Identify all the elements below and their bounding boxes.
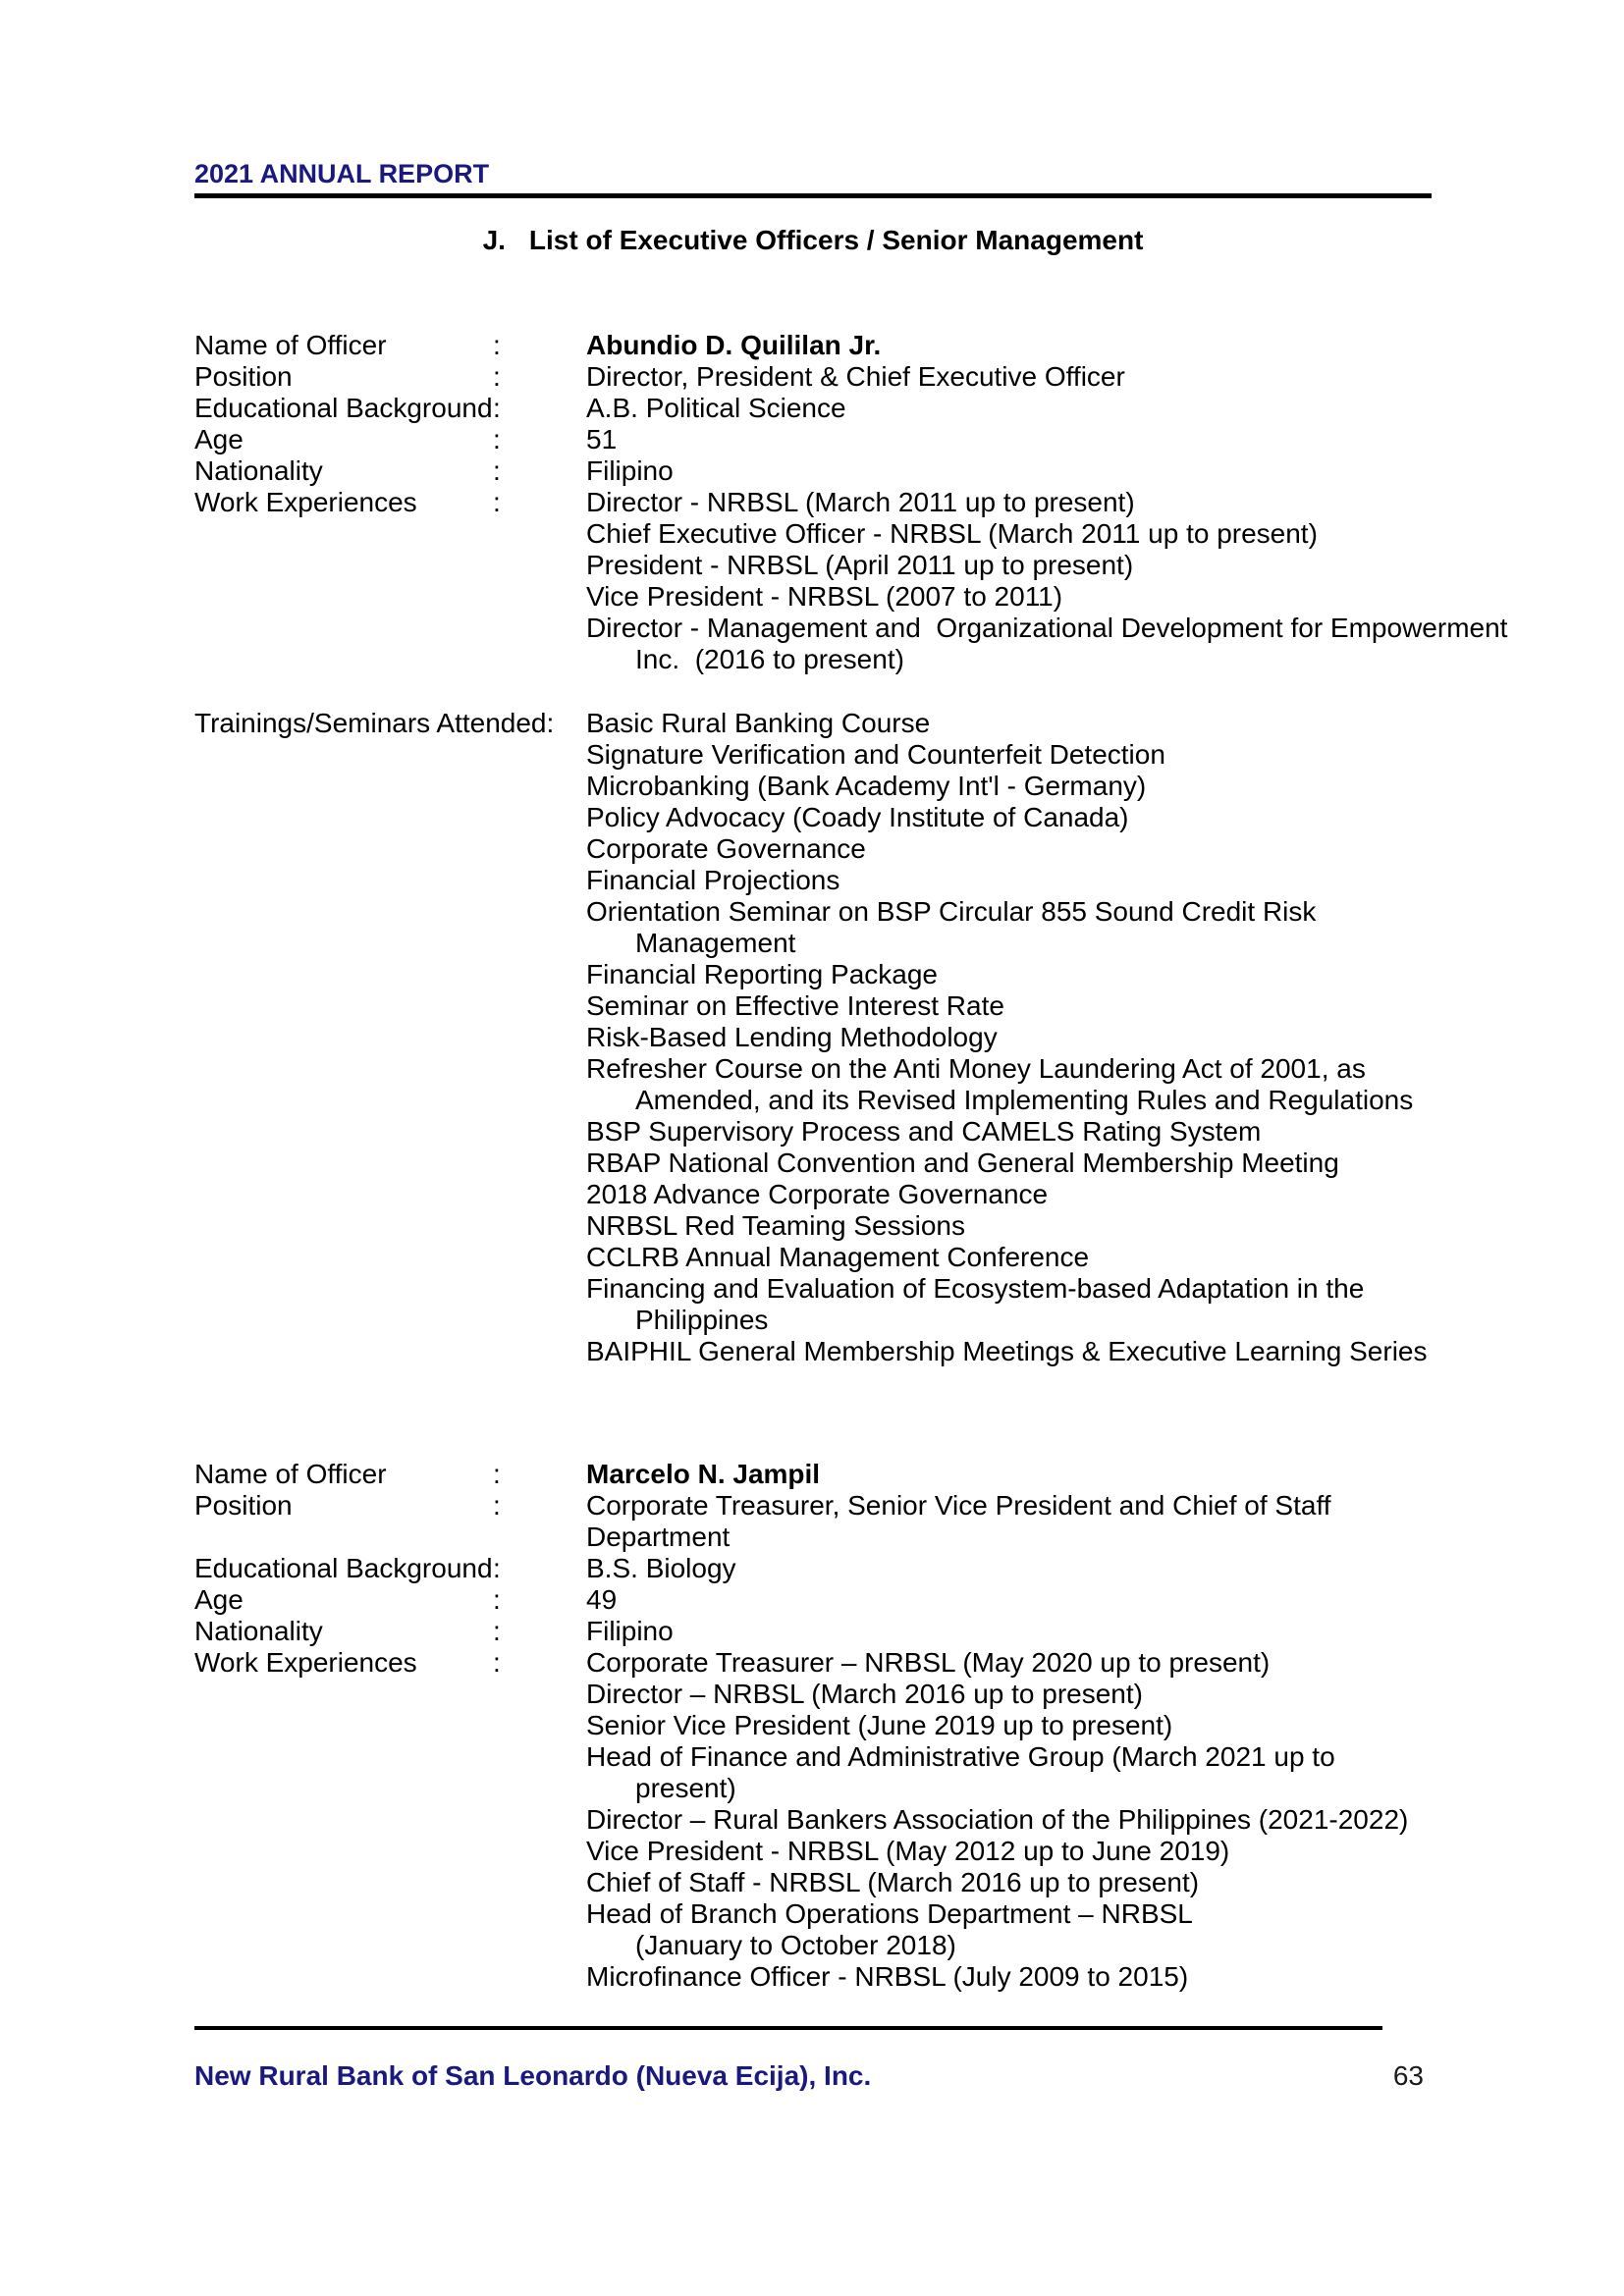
field-colon xyxy=(493,1930,586,1961)
field-colon: : xyxy=(493,393,501,423)
field-label xyxy=(194,550,493,581)
field-label xyxy=(194,644,493,675)
field-label xyxy=(194,1336,493,1367)
field-value: present) xyxy=(635,1773,736,1803)
field-row xyxy=(194,833,1432,865)
field-label: Work Experiences xyxy=(194,1647,417,1678)
header-divider xyxy=(194,193,1432,198)
field-label xyxy=(194,1179,493,1210)
field-colon xyxy=(493,802,586,833)
field-value: BAIPHIL General Membership Meetings & Executive Learning Series xyxy=(586,1336,1428,1366)
field-colon xyxy=(493,1336,586,1367)
field-value: A.B. Political Science xyxy=(586,393,846,423)
field-colon xyxy=(493,739,586,771)
field-label: Position xyxy=(194,1490,293,1521)
field-row xyxy=(194,644,1432,675)
field-colon xyxy=(493,1053,586,1085)
field-value: Senior Vice President (June 2019 up to present) xyxy=(586,1710,1173,1740)
field-colon xyxy=(493,1085,586,1116)
field-row xyxy=(194,739,1432,771)
field-label xyxy=(194,771,493,802)
field-row xyxy=(194,1898,1432,1930)
field-colon xyxy=(493,1305,586,1336)
field-colon xyxy=(493,1116,586,1148)
field-label xyxy=(194,865,493,896)
field-row xyxy=(194,1710,1432,1741)
field-colon xyxy=(493,518,586,550)
field-colon: : xyxy=(493,1616,501,1646)
field-label xyxy=(194,1148,493,1179)
field-value: Director - Management and Organizational Development for Empowerment xyxy=(586,613,1508,643)
field-row xyxy=(194,1804,1432,1836)
field-colon: : xyxy=(493,1553,501,1583)
page-footer xyxy=(194,2060,1432,2092)
field-value: Orientation Seminar on BSP Circular 855 Sound Credit Risk xyxy=(586,896,1317,927)
field-value: Management xyxy=(635,928,796,958)
field-value: 49 xyxy=(586,1584,618,1615)
field-label xyxy=(194,1022,493,1053)
field-row xyxy=(194,550,1432,581)
field-value: Basic Rural Banking Course xyxy=(586,708,931,738)
field-colon xyxy=(493,865,586,896)
field-row xyxy=(194,1584,1432,1616)
field-label xyxy=(194,833,493,865)
field-colon xyxy=(493,1836,586,1867)
field-label xyxy=(194,1522,493,1553)
field-value: Risk-Based Lending Methodology xyxy=(586,1022,998,1052)
field-colon xyxy=(493,550,586,581)
field-colon xyxy=(493,896,586,928)
field-value: Vice President - NRBSL (2007 to 2011) xyxy=(586,581,1063,612)
field-value: CCLRB Annual Management Conference xyxy=(586,1242,1090,1272)
field-label xyxy=(194,1085,493,1116)
field-colon xyxy=(493,1867,586,1898)
field-colon xyxy=(493,771,586,802)
field-colon: : xyxy=(493,1647,501,1678)
field-label xyxy=(194,959,493,990)
field-row xyxy=(194,1179,1432,1210)
section-title-prefix: J. xyxy=(482,225,506,255)
field-colon xyxy=(493,581,586,613)
field-value: Marcelo N. Jampil xyxy=(586,1459,821,1489)
field-value: Director – Rural Bankers Association of the Philippines (2021-2022) xyxy=(586,1804,1409,1835)
field-row xyxy=(194,896,1432,928)
field-row xyxy=(194,1522,1432,1553)
field-row xyxy=(194,613,1508,644)
field-colon: : xyxy=(493,330,501,360)
field-value: Financial Reporting Package xyxy=(586,959,938,989)
field-row xyxy=(194,1336,1432,1367)
field-value: B.S. Biology xyxy=(586,1553,736,1583)
section-title-text: List of Executive Officers / Senior Management xyxy=(528,225,1144,255)
field-colon xyxy=(493,1242,586,1273)
field-row xyxy=(194,1053,1432,1085)
field-label xyxy=(194,1273,493,1305)
field-label xyxy=(194,518,493,550)
field-row xyxy=(194,1242,1432,1273)
field-row xyxy=(194,990,1432,1022)
field-colon xyxy=(493,1148,586,1179)
field-colon xyxy=(493,1179,586,1210)
field-label xyxy=(194,1305,493,1336)
field-row xyxy=(194,1305,1432,1336)
field-label xyxy=(194,1242,493,1273)
field-value: Inc. (2016 to present) xyxy=(635,644,904,674)
field-label: Nationality xyxy=(194,455,323,486)
field-row xyxy=(194,802,1432,833)
field-row xyxy=(194,1085,1432,1116)
field-label xyxy=(194,1773,493,1804)
field-colon xyxy=(493,1273,586,1305)
field-label xyxy=(194,1210,493,1242)
field-label xyxy=(194,1741,493,1773)
field-label: Nationality xyxy=(194,1616,323,1646)
field-label xyxy=(194,739,493,771)
field-row xyxy=(194,928,1432,959)
field-colon xyxy=(493,1210,586,1242)
field-value: Director, President & Chief Executive Officer xyxy=(586,361,1125,392)
field-row xyxy=(194,1679,1432,1710)
field-colon xyxy=(493,1710,586,1741)
field-label: Name of Officer xyxy=(194,330,387,360)
field-colon: : xyxy=(493,455,501,486)
field-value: Refresher Course on the Anti Money Laundering Act of 2001, as xyxy=(586,1053,1366,1084)
field-value: Signature Verification and Counterfeit Detection xyxy=(586,739,1165,770)
field-colon xyxy=(493,644,586,675)
field-value: Head of Finance and Administrative Group (March 2021 up to xyxy=(586,1741,1335,1772)
officer-profile-section xyxy=(194,1459,1432,1993)
field-label xyxy=(194,990,493,1022)
field-value: Vice President - NRBSL (May 2012 up to June 2019) xyxy=(586,1836,1230,1866)
field-colon: : xyxy=(493,487,501,517)
field-row xyxy=(194,581,1432,613)
field-colon xyxy=(493,1522,586,1553)
section-title xyxy=(194,225,1432,256)
field-row xyxy=(194,1616,1432,1647)
field-colon: : xyxy=(493,1490,501,1521)
field-label: Age xyxy=(194,424,244,454)
field-label: Work Experiences xyxy=(194,487,417,517)
field-value: Philippines xyxy=(635,1305,769,1335)
field-row xyxy=(194,1867,1432,1898)
field-row xyxy=(194,1273,1432,1305)
field-row xyxy=(194,1741,1432,1773)
field-value: Director – NRBSL (March 2016 up to present) xyxy=(586,1679,1143,1709)
field-value: (January to October 2018) xyxy=(635,1930,956,1960)
field-row xyxy=(194,959,1432,990)
field-colon: : xyxy=(493,1459,501,1489)
field-value: BSP Supervisory Process and CAMELS Rating System xyxy=(586,1116,1262,1147)
field-label xyxy=(194,613,493,644)
field-row xyxy=(194,330,1432,361)
page-content xyxy=(194,0,1508,2092)
field-value: NRBSL Red Teaming Sessions xyxy=(586,1210,965,1241)
field-value: Director - NRBSL (March 2011 up to present) xyxy=(586,487,1135,517)
field-value: Chief Executive Officer - NRBSL (March 2011 up to present) xyxy=(586,518,1318,549)
field-row xyxy=(194,1490,1432,1522)
field-label xyxy=(194,1804,493,1836)
field-row xyxy=(194,1930,1432,1961)
field-label: Age xyxy=(194,1584,244,1615)
field-label: Position xyxy=(194,361,293,392)
field-row xyxy=(194,1647,1432,1679)
field-value: Abundio D. Quililan Jr. xyxy=(586,330,882,360)
field-label xyxy=(194,896,493,928)
officer-profile-section xyxy=(194,330,1508,675)
field-row xyxy=(194,393,1432,424)
field-colon xyxy=(493,1741,586,1773)
field-value: Policy Advocacy (Coady Institute of Canada) xyxy=(586,802,1129,832)
field-value: Department xyxy=(586,1522,731,1552)
field-label: Educational Background xyxy=(194,1553,493,1583)
field-colon xyxy=(493,959,586,990)
field-value: Financing and Evaluation of Ecosystem-based Adaptation in the xyxy=(586,1273,1365,1304)
field-value: Microfinance Officer - NRBSL (July 2009 to 2015) xyxy=(586,1961,1189,1992)
field-label xyxy=(194,1710,493,1741)
field-value: 2018 Advance Corporate Governance xyxy=(586,1179,1049,1209)
field-label: Educational Background xyxy=(194,393,493,423)
field-row xyxy=(194,1553,1432,1584)
bank-name: New Rural Bank of San Leonardo (Nueva Ecija), Inc. xyxy=(194,2060,872,2091)
field-value: Filipino xyxy=(586,455,674,486)
field-row xyxy=(194,1961,1432,1993)
field-colon: : xyxy=(493,361,501,392)
field-row xyxy=(194,1210,1432,1242)
field-row xyxy=(194,865,1432,896)
field-row xyxy=(194,518,1432,550)
field-row xyxy=(194,1836,1432,1867)
page-number: 63 xyxy=(1392,2060,1424,2091)
field-colon xyxy=(493,1679,586,1710)
field-colon xyxy=(493,1022,586,1053)
field-value: Financial Projections xyxy=(586,865,840,895)
field-value: Amended, and its Revised Implementing Rules and Regulations xyxy=(635,1085,1414,1115)
field-label: Name of Officer xyxy=(194,1459,387,1489)
report-header-title: 2021 ANNUAL REPORT xyxy=(194,159,490,188)
field-label xyxy=(194,1053,493,1085)
field-value: Filipino xyxy=(586,1616,674,1646)
field-label: Trainings/Seminars Attended: xyxy=(194,708,555,738)
field-colon xyxy=(493,990,586,1022)
field-colon xyxy=(493,1804,586,1836)
field-row xyxy=(194,1022,1432,1053)
field-label xyxy=(194,1930,493,1961)
field-row xyxy=(194,424,1432,455)
field-row xyxy=(194,487,1432,518)
field-value: Microbanking (Bank Academy Int'l - Germany) xyxy=(586,771,1147,801)
field-label xyxy=(194,802,493,833)
field-value: President - NRBSL (April 2011 up to present) xyxy=(586,550,1134,580)
field-value: Corporate Treasurer – NRBSL (May 2020 up to present) xyxy=(586,1647,1271,1678)
field-value: 51 xyxy=(586,424,618,454)
field-label xyxy=(194,1867,493,1898)
field-colon xyxy=(493,613,586,644)
field-row xyxy=(194,361,1432,393)
field-row xyxy=(194,771,1432,802)
officer-trainings-section xyxy=(194,708,1432,1367)
field-colon xyxy=(493,1961,586,1993)
field-row xyxy=(194,1773,1432,1804)
field-row xyxy=(194,1459,1432,1490)
field-label xyxy=(194,928,493,959)
field-label xyxy=(194,1898,493,1930)
field-value: Head of Branch Operations Department – NRBSL xyxy=(586,1898,1193,1929)
field-row xyxy=(194,1116,1432,1148)
field-value: Chief of Staff - NRBSL (March 2016 up to present) xyxy=(586,1867,1200,1897)
field-label xyxy=(194,1679,493,1710)
field-value: RBAP National Convention and General Membership Meeting xyxy=(586,1148,1339,1178)
field-colon xyxy=(493,928,586,959)
field-colon xyxy=(493,833,586,865)
field-value: Seminar on Effective Interest Rate xyxy=(586,990,1004,1021)
field-label xyxy=(194,1116,493,1148)
field-row xyxy=(194,1148,1432,1179)
field-row xyxy=(194,455,1432,487)
field-colon: : xyxy=(493,424,501,454)
field-label xyxy=(194,1961,493,1993)
field-label xyxy=(194,1836,493,1867)
field-value: Corporate Treasurer, Senior Vice President and Chief of Staff xyxy=(586,1490,1331,1521)
field-colon xyxy=(493,1898,586,1930)
field-value: Corporate Governance xyxy=(586,833,866,864)
field-row xyxy=(194,708,1432,739)
field-colon: : xyxy=(493,1584,501,1615)
field-label xyxy=(194,581,493,613)
footer-divider xyxy=(194,2026,1382,2030)
field-colon xyxy=(493,1773,586,1804)
